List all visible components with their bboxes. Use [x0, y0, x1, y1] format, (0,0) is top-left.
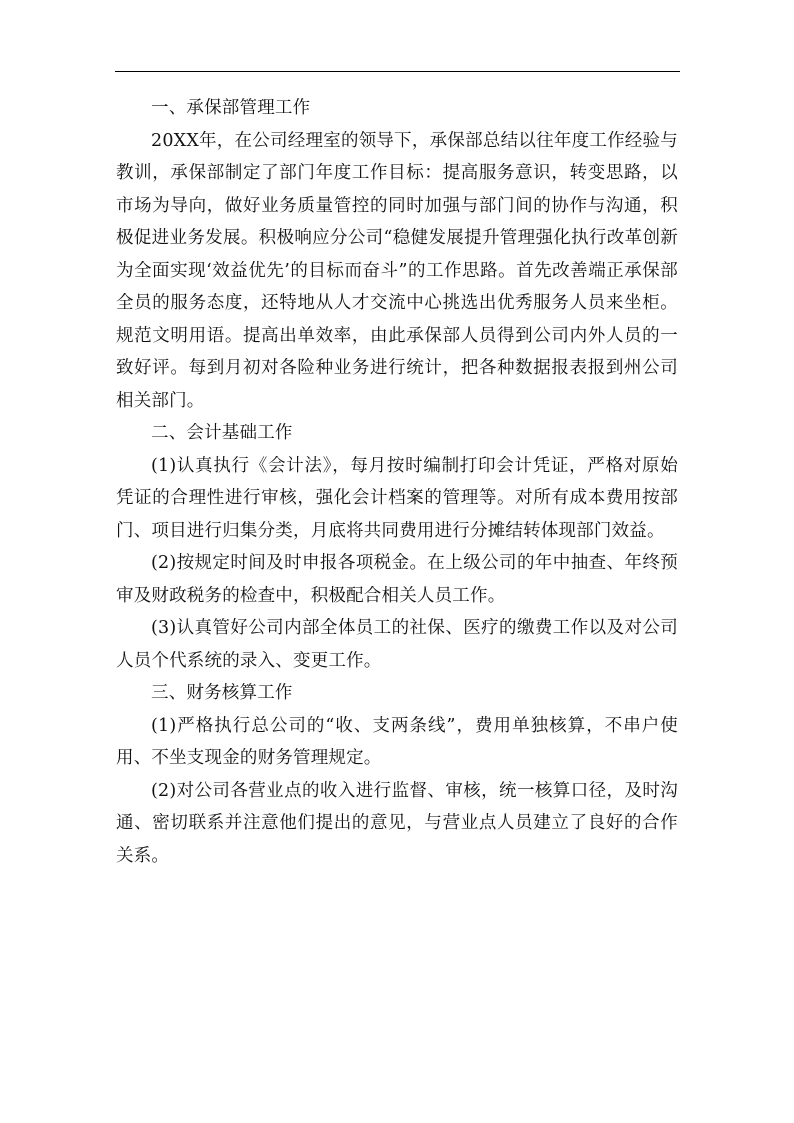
section-heading-1: 一、承保部管理工作: [151, 98, 311, 118]
section-2-paragraph-3: (3)认真管好公司内部全体员工的社保、医疗的缴费工作以及对公司人员个代系统的录入、变更工作。: [116, 618, 678, 671]
header-rule: [115, 71, 680, 72]
section-heading-3: 三、财务核算工作: [151, 683, 293, 703]
document-body: [116, 92, 678, 872]
section-2-paragraph-2: (2)按规定时间及时申报各项税金。在上级公司的年中抽查、年终预审及财政税务的检查中，积极配合相关人员工作。: [116, 553, 678, 606]
section-3-paragraph-2: (2)对公司各营业点的收入进行监督、审核，统一核算口径，及时沟通、密切联系并注意他们提出的意见，与营业点人员建立了良好的合作关系。: [116, 780, 678, 866]
section-heading-2: 二、会计基础工作: [151, 423, 293, 443]
section-2-paragraph-1: (1)认真执行《会计法》，每月按时编制打印会计凭证，严格对原始凭证的合理性进行审核，强化会计档案的管理等。对所有成本费用按部门、项目进行归集分类，月底将共同费用进行分摊结转体现部门效益。: [116, 455, 678, 541]
section-3-paragraph-1: (1)严格执行总公司的“收、支两条线”，费用单独核算，不串户使用、不坐支现金的财务管理规定。: [116, 715, 678, 768]
section-1-paragraph-1: 20XX年，在公司经理室的领导下，承保部总结以往年度工作经验与教训，承保部制定了部门年度工作目标：提高服务意识，转变思路，以市场为导向，做好业务质量管控的同时加强与部门间的协作与沟通，积极促进业务发展。积极响应分公司“稳健发展提升管理强化执行改革创新为全面实现‘效益优先’的目标而奋斗”的工作思路。首先改善端正承保部全员的服务态度，还特地从人才交流中心挑选出优秀服务人员来坐柜。规范文明用语。提高出单效率，由此承保部人员得到公司内外人员的一致好评。每到月初对各险种业务进行统计，把各种数据报表报到州公司相关部门。: [116, 130, 678, 411]
